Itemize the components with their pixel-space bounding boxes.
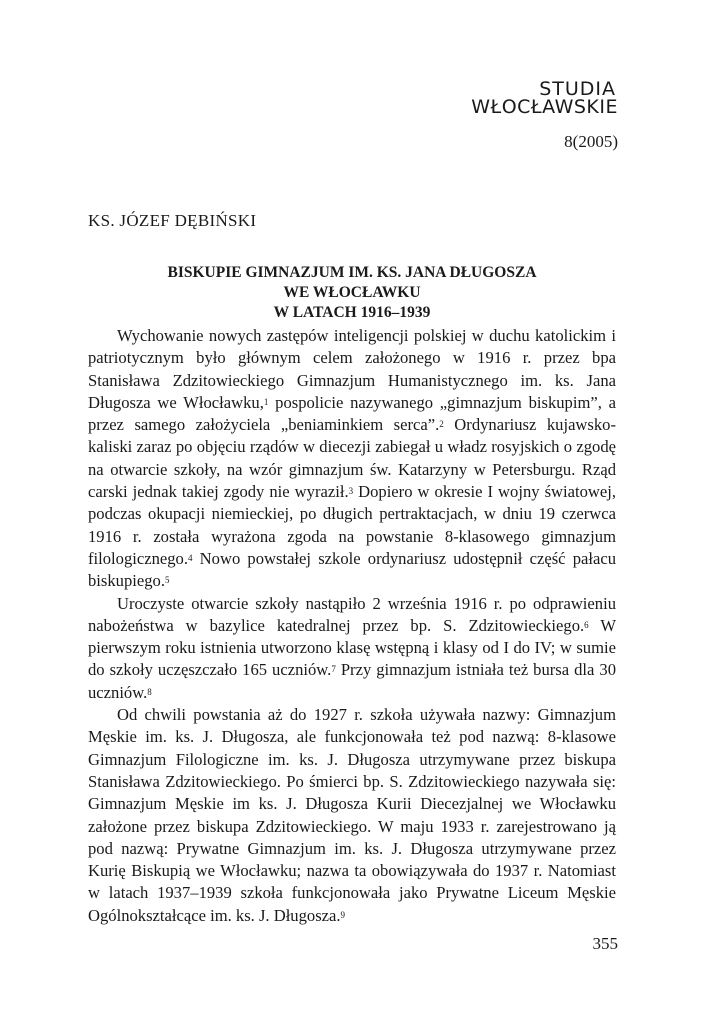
footnote-ref-5[interactable]: 5 [164,575,170,586]
paragraph-text: pospolicie nazywanego „gimnazjum biskupim”, a przez samego założyciela „beniaminkiem serca”. [88,392,616,435]
title-line-1: BISKUPIE GIMNAZJUM IM. KS. JANA DŁUGOSZA [167,264,537,281]
footnote-ref-2[interactable]: 2 [439,419,444,430]
title-line-3: W LATACH 1916–1939 [273,304,431,321]
paragraph-text: Wychowanie nowych zastępów inteligencji polskiej w duchu katolickim i patriotycznym było głównym celem założonego w 1916 r. przez bpa Stanisława Zdzitowieckiego Gimnazjum Humanistycznego im. ks. Jana Długosza we Włocławku, [88,326,616,412]
footnote-ref-8[interactable]: 8 [147,686,152,697]
footnote-ref-3[interactable]: 3 [348,486,354,497]
footnote-ref-1[interactable]: 1 [263,396,269,407]
paragraph-text: Nowo powstałej szkole ordynariusz udostępnił część pałacu biskupiego. [88,548,616,591]
paragraph-text: Ordynariusz kujawsko-kaliski zaraz po objęciu rządów w diecezji zabiegał u władz rosyjskich o zgodę na otwarcie szkoły, na wzór gimnazjum św. Katarzyny w Petersburgu. Rząd carski jednak takiej zgody nie wyraził. [88,415,616,502]
journal-logo [471,80,618,117]
footnote-ref-7[interactable]: 7 [331,664,336,675]
paragraph-text: W pierwszym roku istnienia utworzono klasę wstępną i klasy od I do IV; w sumie do szkoły uczęszczało 165 uczniów. [88,615,616,680]
paragraph-2 [88,593,616,704]
logo-line-wloclawskie: WŁOCŁAWSKIE [471,96,618,118]
article-title [88,263,616,323]
page-number: 355 [592,934,618,953]
logo-line-studia: STUDIA [539,78,616,100]
paragraph-text: Dopiero w okresie I wojny światowej, podczas okupacji niemieckiej, po długich pertraktacjach, w dniu 19 czerwca 1916 r. została wyrażona zgoda na powstanie 8-klasowego gimnazjum filologicznego. [88,482,616,568]
paragraph-text: Przy gimnazjum istniała też bursa dla 30 uczniów. [88,660,616,702]
footnote-ref-6[interactable]: 6 [584,619,589,630]
title-line-2: WE WŁOCŁAWKU [283,284,421,301]
footnote-ref-4[interactable]: 4 [188,552,193,563]
paragraph-text: Od chwili powstania aż do 1927 r. szkoła używała nazwy: Gimnazjum Męskie im. ks. J. Długosza, ale funkcjonowała też pod nazwą: 8-klasowe Gimnazjum Filologiczne im. ks. J. Długosza utrzymywane przez biskupa Stanisława Zdzitowieckiego. Po śmierci bp. S. Zdzitowieckiego nazywała się: Gimnazjum Męskie im ks. J. Długosza Kurii Diecezjalnej we Włocławku założone przez biskupa Zdzitowieckiego. W maju 1933 r. zarejestrowano ją pod nazwą: Prywatne Gimnazjum im. ks. J. Długosza utrzymywane przez Kurię Biskupią we Włocławku; nazwa ta obowiązywała do 1937 r. Natomiast w latach 1937–1939 szkoła funkcjonowała jako Prywatne Liceum Męskie Ogólnokształcące im. ks. J. Długosza. [88,705,616,925]
author-name: KS. JÓZEF DĘBIŃSKI [88,211,257,230]
article-body [88,325,616,927]
footnote-ref-9[interactable]: 9 [340,909,346,920]
paragraph-1 [88,325,616,593]
paragraph-text: Uroczyste otwarcie szkoły nastąpiło 2 września 1916 r. po odprawieniu nabożeństwa w bazylice katedralnej przez bp. S. Zdzitowieckiego. [88,593,616,635]
paragraph-3 [88,704,616,927]
issue-number: 8(2005) [564,132,618,151]
